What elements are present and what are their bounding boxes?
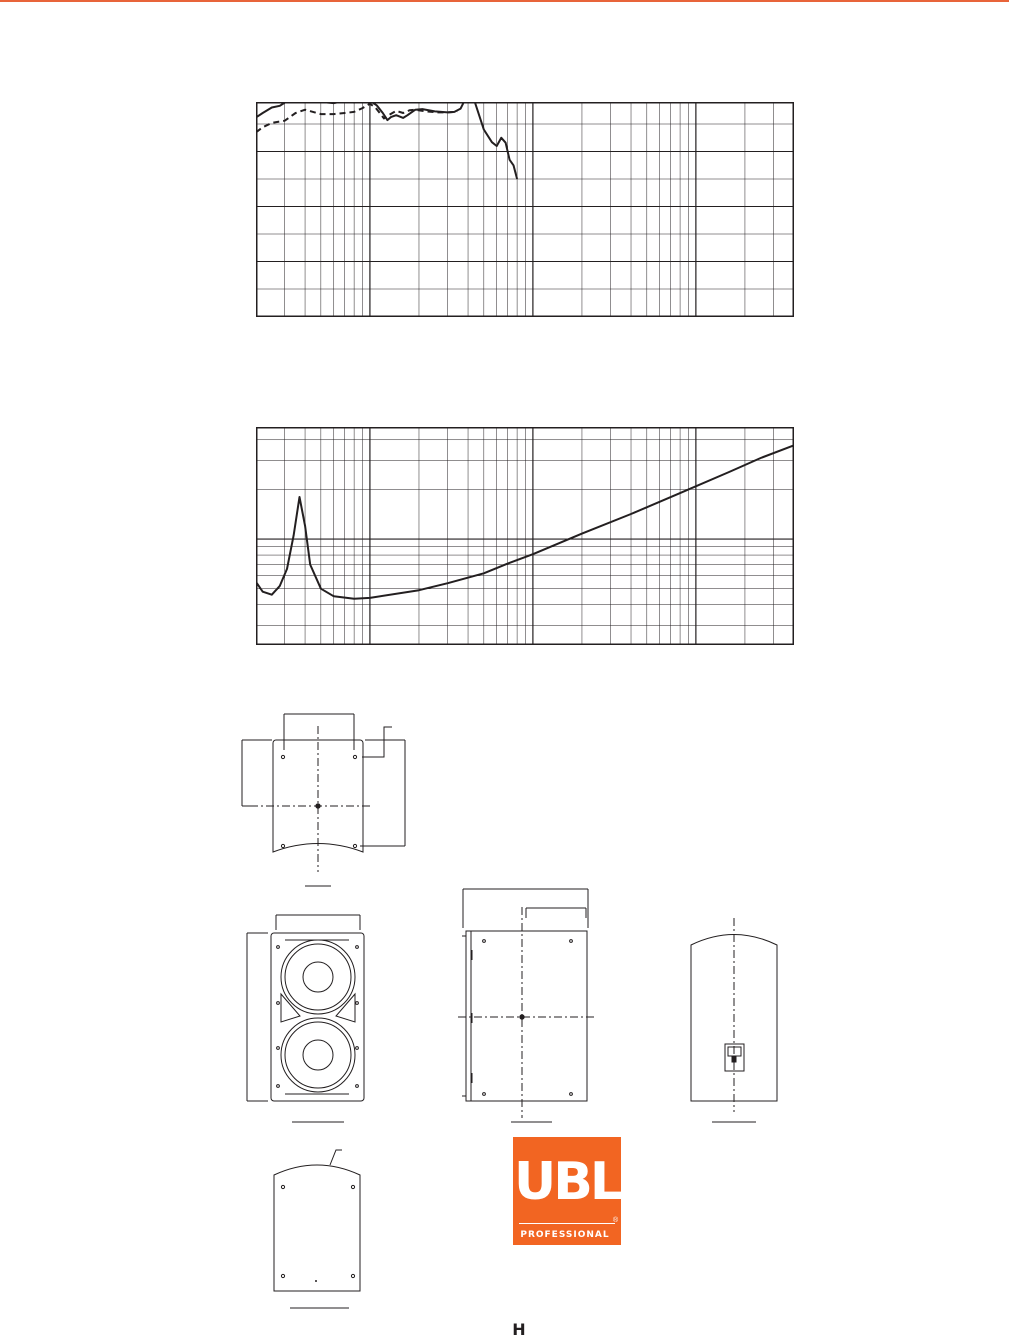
side-view-drawing xyxy=(458,889,596,1122)
bottom-view-drawing xyxy=(274,1150,360,1308)
rear-view-drawing xyxy=(691,918,777,1122)
top-view-drawing xyxy=(242,714,405,886)
front-view-drawing xyxy=(247,915,364,1122)
logo-wordmark: UBL xyxy=(514,1152,620,1212)
logo-divider xyxy=(519,1223,615,1224)
logo-registered-mark: ® xyxy=(613,1217,619,1224)
logo-subtitle: PROFESSIONAL xyxy=(520,1230,610,1240)
jbl-professional-logo xyxy=(513,1137,621,1245)
harman-logo-mark: H xyxy=(512,1320,526,1339)
